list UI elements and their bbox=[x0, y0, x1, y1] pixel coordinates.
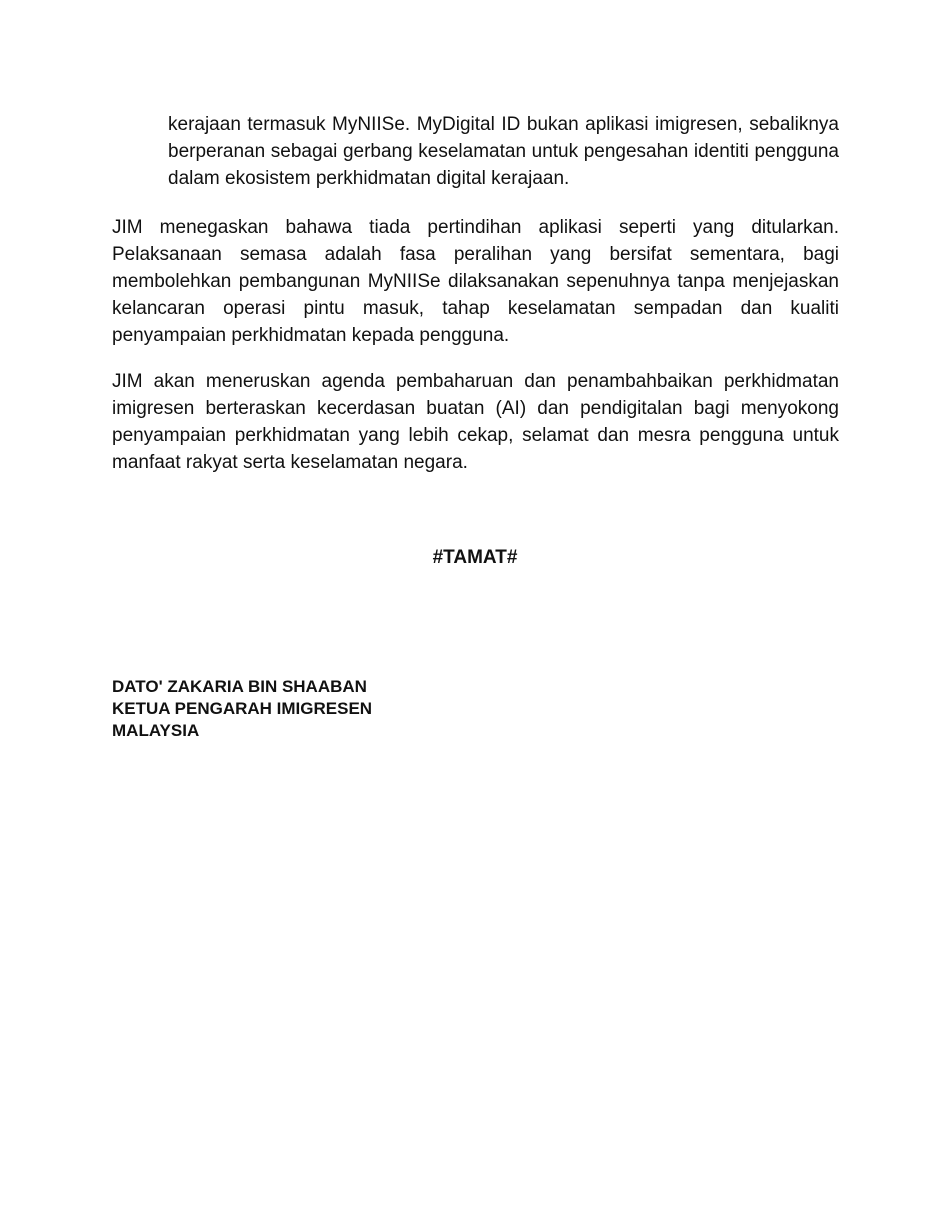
paragraph-reform-agenda: JIM akan meneruskan agenda pembaharuan dan penambahbaikan perkhidmatan imigresen berteraskan kecerdasan buatan (AI) dan pendigitalan bagi menyokong penyampaian perkhidmatan yang lebih cekap, selamat dan mesra pengguna untuk manfaat rakyat serta keselamatan negara. bbox=[112, 371, 839, 473]
paragraph-no-overlap: JIM menegaskan bahawa tiada pertindihan aplikasi seperti yang ditularkan. Pelaksanaan semasa adalah fasa peralihan yang bersifat sementara, bagi membolehkan pembangunan MyNIISe dilaksanakan sepenuhnya tanpa menjejaskan kelancaran operasi pintu masuk, tahap keselamatan sempadan dan kualiti penyampaian perkhidmatan kepada pengguna. bbox=[112, 217, 839, 346]
signatory-name: DATO' ZAKARIA BIN SHAABAN bbox=[112, 677, 367, 696]
end-mark: #TAMAT# bbox=[432, 547, 518, 568]
signatory-title-line-2: MALAYSIA bbox=[112, 721, 200, 740]
signatory-title-line-1: KETUA PENGARAH IMIGRESEN bbox=[112, 699, 373, 718]
signature-block bbox=[112, 676, 612, 742]
paragraph-intro-continuation: kerajaan termasuk MyNIISe. MyDigital ID bukan aplikasi imigresen, sebaliknya berperanan sebagai gerbang keselamatan untuk pengesahan identiti pengguna dalam ekosistem perkhidmatan digital kerajaan. bbox=[168, 114, 839, 189]
